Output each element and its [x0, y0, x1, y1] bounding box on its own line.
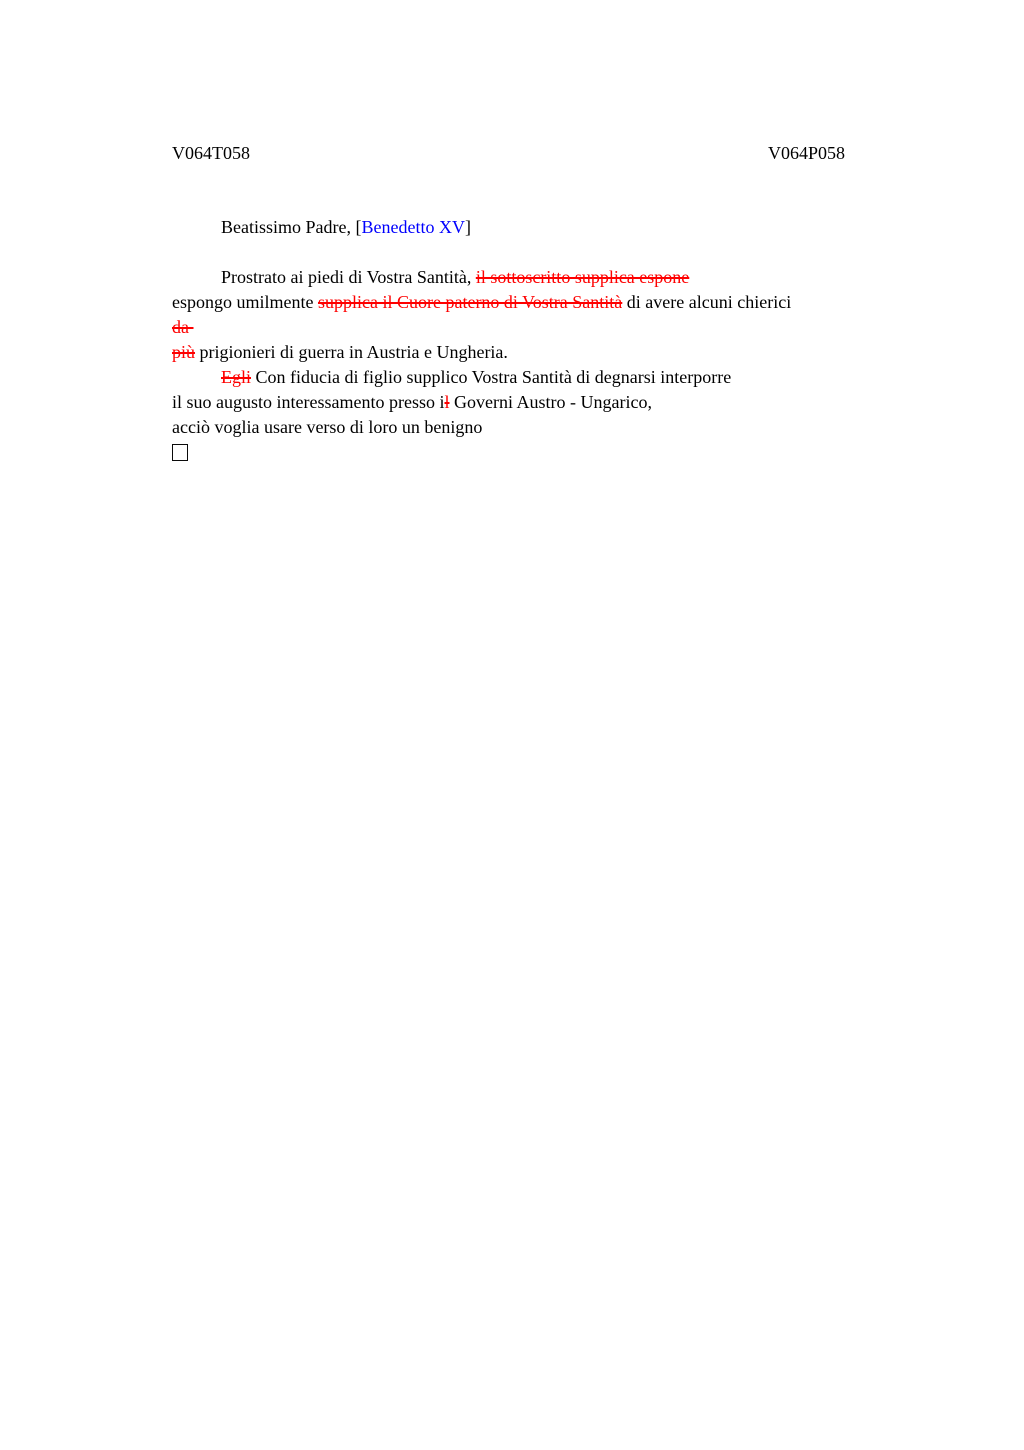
paragraph-line — [172, 340, 886, 365]
paragraph-line — [172, 365, 886, 390]
text-run: acciò voglia usare verso di loro un benigno — [172, 417, 483, 437]
deleted-text-run: l — [444, 392, 450, 412]
text-run: ] — [464, 217, 471, 237]
header-row — [172, 141, 886, 166]
paragraph-line — [172, 290, 886, 315]
benedetto-xv-link[interactable]: Benedetto XV — [361, 217, 465, 237]
letter-body — [172, 215, 886, 465]
deleted-text-run: Egli — [221, 367, 251, 387]
missing-character-line — [172, 440, 886, 465]
paragraph-line — [172, 315, 886, 340]
text-run: espongo umilmente — [172, 292, 318, 312]
doc-code-right: V064P058 — [767, 143, 845, 163]
deleted-text-run: da — [172, 317, 194, 337]
paragraph-line — [172, 265, 886, 290]
missing-character-box — [172, 444, 188, 461]
salutation-line — [172, 215, 886, 240]
text-run: Governi Austro - Ungarico, — [449, 392, 652, 412]
text-run: prigionieri di guerra in Austria e Ungheria. — [195, 342, 508, 362]
paragraph-line — [172, 390, 886, 415]
deleted-text-run: più — [172, 342, 196, 362]
text-run: il suo augusto interessamento presso i — [172, 392, 445, 412]
deleted-text-run: il sottoscritto supplica espone — [475, 267, 690, 287]
text-run: Con fiducia di figlio supplico Vostra Santità di degnarsi interporre — [251, 367, 732, 387]
deleted-text-run: supplica il Cuore paterno di Vostra Santità — [317, 292, 623, 312]
text-run: di avere alcuni chierici — [622, 292, 792, 312]
text-run: Prostrato ai piedi di Vostra Santità, — [221, 267, 476, 287]
blank-line — [172, 240, 886, 265]
text-run: Beatissimo Padre, [ — [221, 217, 362, 237]
paragraph-line — [172, 415, 886, 440]
doc-code-left: V064T058 — [172, 143, 250, 163]
